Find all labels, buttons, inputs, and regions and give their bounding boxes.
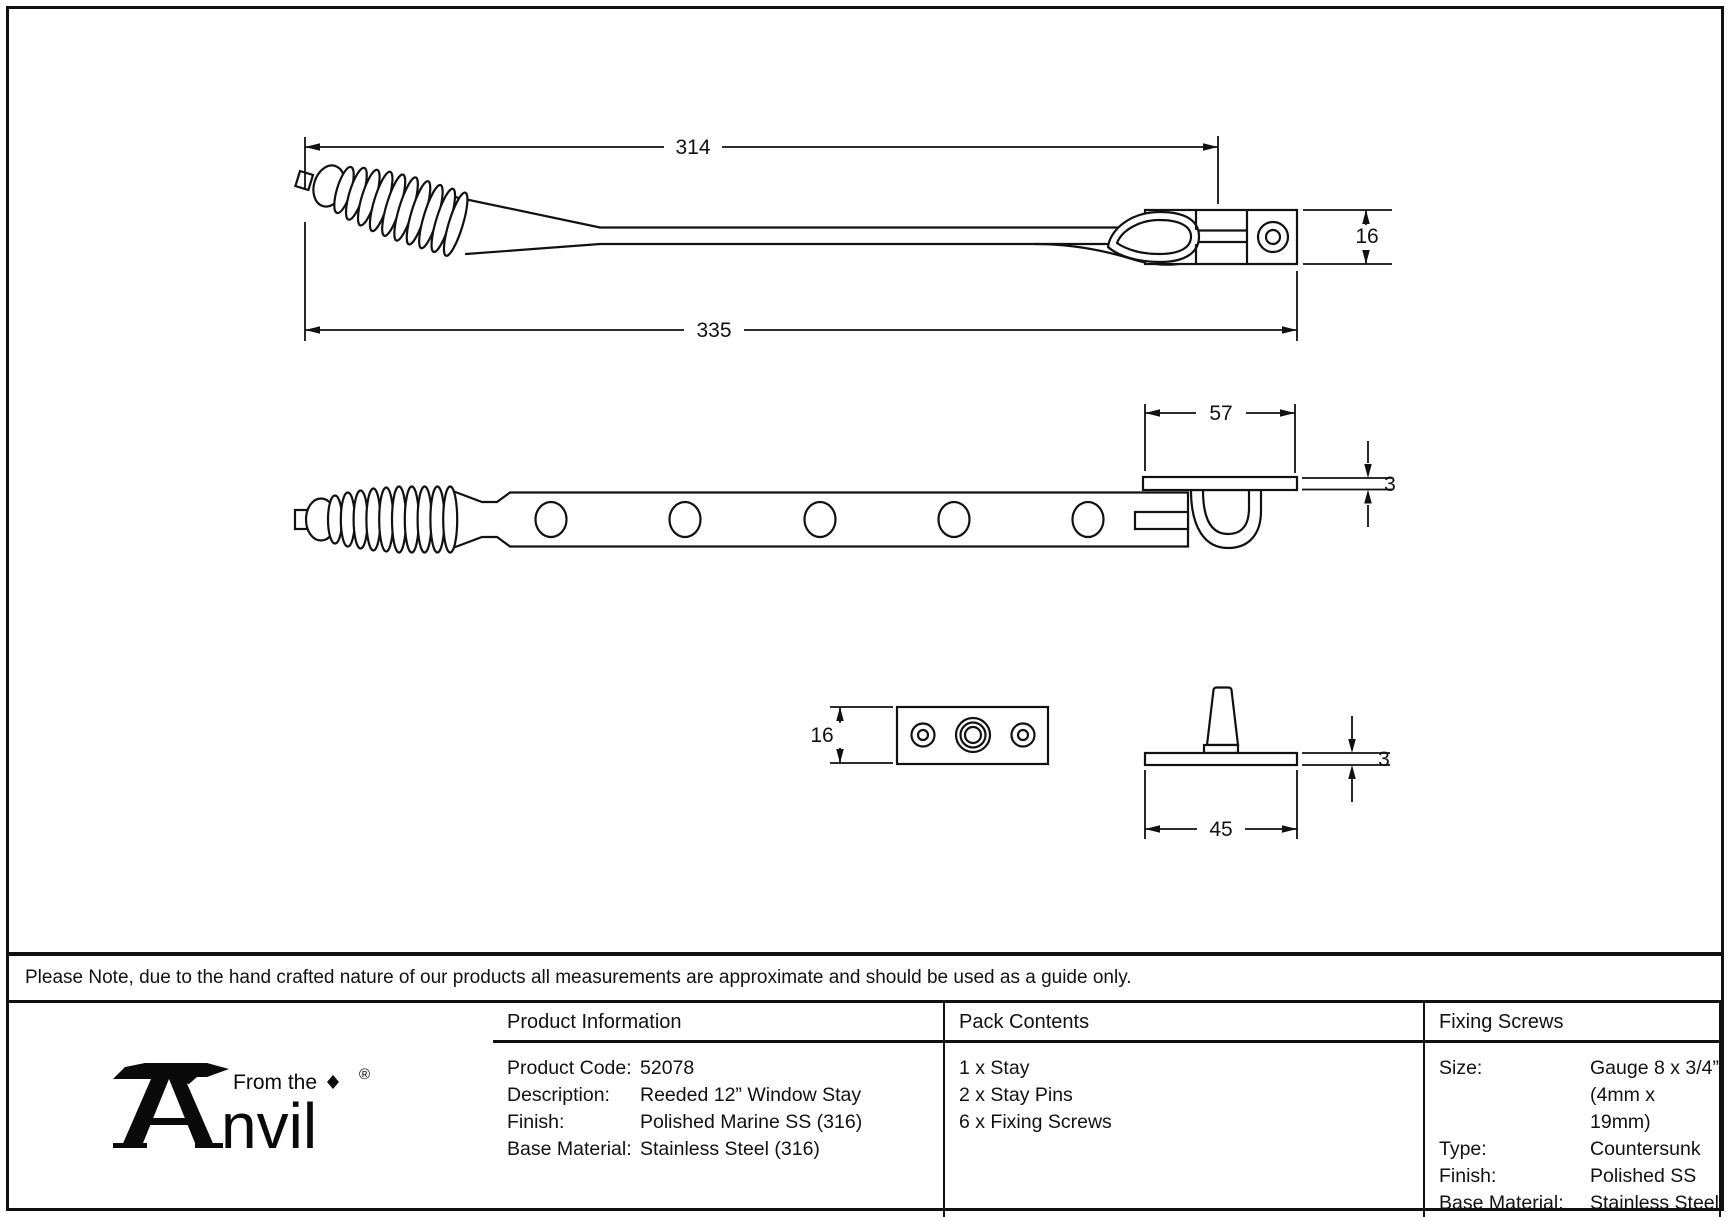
row-label: Base Material: [1439,1192,1564,1214]
logo-diamond-icon [327,1075,339,1089]
table-row [507,1055,943,1082]
row-value: 52078 [640,1057,695,1079]
table-row [1439,1190,1719,1217]
fixing-screws-cell [1425,1043,1721,1217]
keep-plate [1143,477,1297,490]
keep-hook [1191,490,1261,548]
table-row [507,1082,943,1109]
dim-keep-plate-length: 57 [1209,402,1233,425]
dimension-arrows-3 [836,707,844,763]
dim-stay-total-length: 335 [696,319,732,342]
row-value: Polished SS [1590,1165,1697,1187]
anvil-icon [113,1063,229,1148]
table-row [507,1136,943,1163]
stay-pin-view [1145,688,1297,766]
registered-mark: ® [359,1066,371,1083]
row-value: Countersunk [1590,1138,1701,1160]
header-product-information: Product Information [493,1003,945,1043]
row-label: Description: [507,1084,610,1106]
stay-holes [536,502,1104,537]
dim-keep-plate-thickness: 3 [1384,473,1396,496]
dim-bracket-height: 16 [1355,225,1379,248]
dim-pin-base-width: 45 [1209,818,1233,841]
pack-item: 2 x Stay Pins [959,1084,1073,1106]
row-value: Stainless Steel (316) [640,1138,820,1160]
dim-pin-base-thickness: 3 [1378,748,1390,771]
note-row [9,952,1721,1003]
header-pack-contents: Pack Contents [945,1003,1425,1043]
mount-plate-view [897,707,1048,764]
stay-side-view [295,162,1297,265]
logo-name-rest: nvil [221,1090,318,1158]
reeded-ribs-top [328,487,457,553]
logo-prefix: From the [233,1071,318,1094]
stay-top-view [295,477,1297,553]
pin-collar [1204,745,1238,753]
table-row [1439,1136,1719,1163]
row-value: Stainless Steel [1590,1192,1719,1214]
note-text: Please Note, due to the hand crafted nature of our products all measurements are approximate and should be used as a guide only. [25,967,1132,988]
info-table [9,1003,1721,1214]
dim-stay-open-length: 314 [675,136,711,159]
pin-cone [1207,688,1238,746]
row-label: Product Code: [507,1057,632,1079]
pack-contents-cell [945,1043,1425,1217]
pack-item: 6 x Fixing Screws [959,1111,1112,1133]
from-the-anvil-logo [111,1062,391,1158]
brand-logo-cell [9,1003,493,1217]
reeded-ribs [330,165,472,258]
row-label: Finish: [1439,1165,1497,1187]
header-fixing-screws: Fixing Screws [1425,1003,1721,1043]
table-row [507,1109,943,1136]
pack-item: 1 x Stay [959,1057,1030,1079]
end-slot [1135,512,1188,529]
row-value: Reeded 12” Window Stay [640,1084,862,1106]
row-label: Type: [1439,1138,1487,1160]
table-row [1439,1163,1719,1190]
dimensions-top-view [1145,404,1392,527]
table-row [1439,1055,1719,1136]
pin-base [1145,753,1297,765]
dim-mount-plate-height: 16 [810,724,834,747]
row-label: Finish: [507,1111,565,1133]
row-value: Polished Marine SS (316) [640,1111,863,1133]
row-label: Size: [1439,1057,1483,1079]
row-value: Gauge 8 x 3/4” (4mm x 19mm) [1590,1057,1719,1133]
product-information-cell [493,1043,945,1217]
row-label: Base Material: [507,1138,632,1160]
